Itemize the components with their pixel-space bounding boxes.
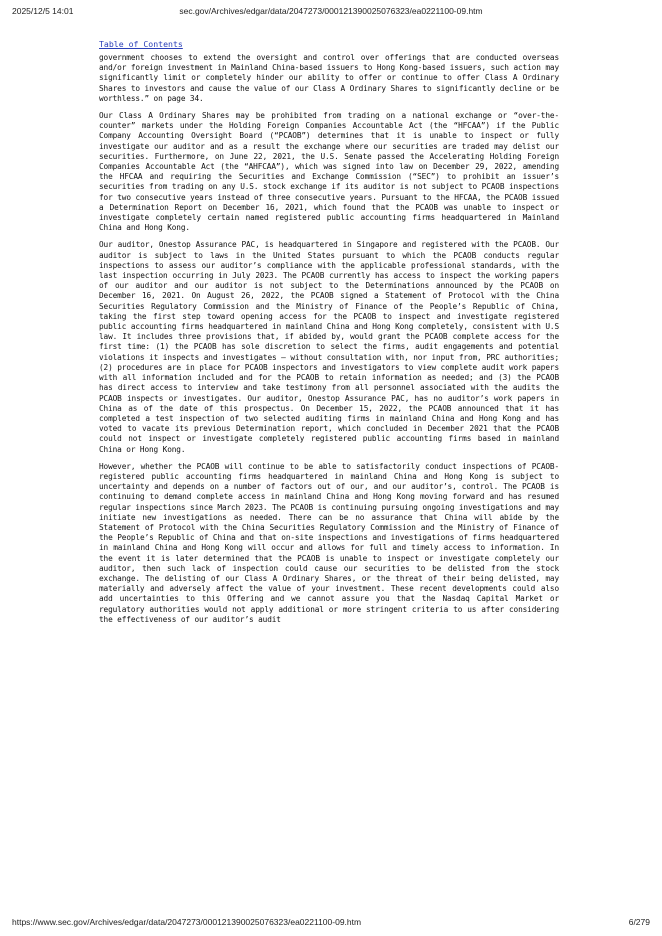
paragraph: Our auditor, Onestop Assurance PAC, is headquartered in Singapore and registered with the PCAOB. Our auditor is subject to laws in the United States pursuant to which the PCAOB conducts regular inspections to assess our auditor’s compliance with the applicable professional standards, with the last inspection occurring in July 2023. The PCAOB currently has access to inspect the working papers of our auditor and our auditor is not subject to the Determinations announced by the PCAOB on December 16, 2021. On August 26, 2022, the PCAOB signed a Statement of Protocol with the China Securities Regulatory Commission and the Ministry of Finance of the People’s Republic of China, taking the first step toward opening access for the PCAOB to inspect and investigate registered public accounting firms headquartered in mainland China and Hong Kong completely, consistent with U.S law. It includes three provisions that, if abided by, would grant the PCAOB complete access for the first time: (1) the PCAOB has sole discretion to select the firms, audit engagements and potential violations it inspects and investigates — without consultation with, nor input from, PRC authorities; (2) procedures are in place for PCAOB inspectors and investigators to view complete audit work papers with all information included and for the PCAOB to retain information as needed; and (3) the PCAOB has direct access to interview and take testimony from all personnel associated with the audits the PCAOB inspects or investigates. Our auditor, Onestop Assurance PAC, has no auditor’s work papers in China as of the date of this prospectus. On December 15, 2022, the PCAOB announced that it has completed a test inspection of two selected auditing firms in mainland China and Hong Kong and has voted to vacate its previous Determination report, which concluded in December 2021 that the PCAOB could not inspect or investigate completely registered public accounting firms based in mainland China or Hong Kong. (99, 240, 559, 454)
print-page-title: sec.gov/Archives/edgar/data/2047273/000121390025076323/ea0221100-09.htm (179, 6, 483, 16)
document-body (99, 39, 559, 632)
browser-print-footer (12, 917, 650, 929)
paragraph: Our Class A Ordinary Shares may be prohibited from trading on a national exchange or “over-the-counter” markets under the Holding Foreign Companies Accountable Act (the “HFCAA”) if the Public Company Accounting Oversight Board (“PCAOB”) determines that it is unable to inspect or fully investigate our auditor and as a result the exchange where our securities are traded may delist our securities. Furthermore, on June 22, 2021, the U.S. Senate passed the Accelerating Holding Foreign Companies Accountable Act (the “AHFCAA”), which was signed into law on December 29, 2022, amending the HFCAA and requiring the Securities and Exchange Commission (“SEC”) to prohibit an issuer’s securities from trading on any U.S. stock exchange if its auditor is not subject to PCAOB inspections for two consecutive years instead of three consecutive years. Pursuant to the HFCAA, the PCAOB issued a Determination Report on December 16, 2021, which found that the PCAOB was unable to inspect or investigate completely certain named registered public accounting firms headquartered in Mainland China and Hong Kong. (99, 111, 559, 233)
paragraph: However, whether the PCAOB will continue to be able to satisfactorily conduct inspections of PCAOB-registered public accounting firms headquartered in mainland China and Hong Kong is subject to uncertainty and depends on a number of factors out of our, and our auditor’s, control. The PCAOB is continuing to demand complete access in mainland China and Hong Kong moving forward and has resumed regular inspections since March 2023. The PCAOB is continuing pursuing ongoing investigations and may initiate new investigations as needed. There can be no assurance that China will abide by the Statement of Protocol with the China Securities Regulatory Commission and the Ministry of Finance of the People’s Republic of China and that on-site inspections and investigations of firms headquartered in mainland China and Hong Kong will occur and allows for full and timely access to information. In the event it is later determined that the PCAOB is unable to inspect or investigate completely our auditor, then such lack of inspection could cause our securities to be delisted from the stock exchange. The delisting of our Class A Ordinary Shares, or the threat of their being delisted, may materially and adversely affect the value of your investment. These recent developments could also add uncertainties to this Offering and we cannot assure you that the Nasdaq Capital Market or regulatory authorities would not apply additional or more stringent criteria to us after considering the effectiveness of our auditor’s audit (99, 461, 559, 624)
browser-print-header (12, 6, 650, 18)
print-page-number: 6/279 (628, 917, 650, 927)
table-of-contents-link[interactable]: Table of Contents (99, 39, 183, 49)
print-url: https://www.sec.gov/Archives/edgar/data/2047273/000121390025076323/ea0221100-09.htm (12, 917, 362, 927)
print-datetime: 2025/12/5 14:01 (12, 6, 74, 16)
paragraph: government chooses to extend the oversight and control over offerings that are conducted overseas and/or foreign investment in Mainland China-based issuers to Hong Kong-based issuers, such action may significantly limit or completely hinder our ability to offer or continue to offer Class A Ordinary Shares to investors and cause the value of our Class A Ordinary Shares to significantly decline or be worthless.” on page 34. (99, 53, 559, 103)
